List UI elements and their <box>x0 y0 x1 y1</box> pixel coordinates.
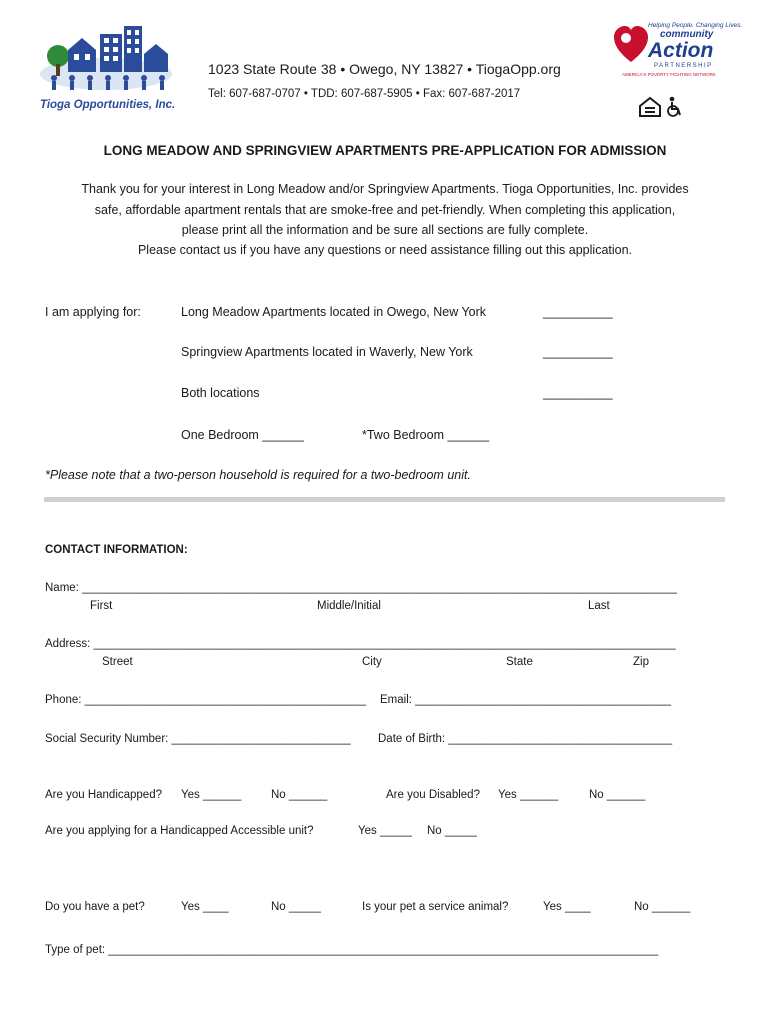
org-name: Tioga Opportunities, Inc. <box>40 99 176 111</box>
intro-line-4: Please contact us if you have any questions or need assistance filling out this application. <box>137 243 633 257</box>
address-zip-label: Zip <box>633 656 649 668</box>
address-street-label: Street <box>102 656 133 668</box>
pet-no[interactable]: No _____ <box>271 901 321 913</box>
cap-action: Action <box>648 39 714 62</box>
ssn-field[interactable]: Social Security Number: ____________________________ <box>45 733 351 745</box>
tioga-logo <box>38 22 178 112</box>
name-field[interactable]: Name: _____________________________________________________________________________________________ <box>45 582 677 594</box>
address-line: 1023 State Route 38 • Owego, NY 13827 • TiogaOpp.org <box>208 61 561 77</box>
applying-label: I am applying for: <box>45 305 141 319</box>
accessible-unit-question: Are you applying for a Handicapped Accessible unit? <box>45 825 314 837</box>
pet-yes[interactable]: Yes ____ <box>181 901 229 913</box>
cap-partnership: PARTNERSHIP <box>654 63 713 69</box>
name-last-label: Last <box>588 600 610 612</box>
name-first-label: First <box>90 600 113 612</box>
wheelchair-accessible-icon <box>664 96 684 118</box>
name-middle-label: Middle/Initial <box>317 600 381 612</box>
disabled-no[interactable]: No ______ <box>589 789 646 801</box>
heart-icon <box>614 26 648 66</box>
community-action-logo <box>614 20 743 82</box>
option-both: Both locations <box>181 386 260 400</box>
address-city-label: City <box>362 656 382 668</box>
cap-tagline: Helping People. Changing Lives. <box>648 22 743 29</box>
intro-line-2: safe, affordable apartment rentals that are smoke-free and pet-friendly. When completing this application, <box>94 203 676 217</box>
two-bedroom-note: *Please note that a two-person household is required for a two-bedroom unit. <box>45 468 471 482</box>
cap-community: community <box>660 29 714 40</box>
option-springview-blank[interactable]: __________ <box>543 345 613 359</box>
disabled-yes[interactable]: Yes ______ <box>498 789 559 801</box>
cap-network: AMERICA'S POVERTY FIGHTING NETWORK <box>622 72 716 77</box>
accessible-unit-no[interactable]: No _____ <box>427 825 477 837</box>
handicapped-yes[interactable]: Yes ______ <box>181 789 242 801</box>
page-title: LONG MEADOW AND SPRINGVIEW APARTMENTS PRE-APPLICATION FOR ADMISSION <box>103 143 667 158</box>
tioga-logo-graphic <box>38 22 178 92</box>
option-both-blank[interactable]: __________ <box>543 386 613 400</box>
service-animal-yes[interactable]: Yes ____ <box>543 901 591 913</box>
option-springview: Springview Apartments located in Waverly, New York <box>181 345 473 359</box>
accessible-unit-yes[interactable]: Yes _____ <box>358 825 412 837</box>
handicapped-no[interactable]: No ______ <box>271 789 328 801</box>
dob-field[interactable]: Date of Birth: ___________________________________ <box>378 733 673 745</box>
service-animal-question: Is your pet a service animal? <box>362 901 509 913</box>
handicapped-question: Are you Handicapped? <box>45 789 162 801</box>
address-state-label: State <box>506 656 533 668</box>
contact-heading: CONTACT INFORMATION: <box>45 544 188 556</box>
email-field[interactable]: Email: ________________________________________ <box>380 694 671 706</box>
one-bedroom-field[interactable]: One Bedroom ______ <box>181 428 305 442</box>
pet-type-field[interactable]: Type of pet: ______________________________________________________________________________________ <box>45 944 659 956</box>
service-animal-no[interactable]: No ______ <box>634 901 691 913</box>
equal-housing-icon <box>638 96 662 118</box>
option-long-meadow: Long Meadow Apartments located in Owego, New York <box>181 305 487 319</box>
phone-line: Tel: 607-687-0707 • TDD: 607-687-5905 • Fax: 607-687-2017 <box>208 88 521 100</box>
intro-line-3: please print all the information and be sure all sections are fully complete. <box>181 223 589 237</box>
section-divider <box>44 497 725 502</box>
phone-field[interactable]: Phone: ____________________________________________ <box>45 694 367 706</box>
pet-question: Do you have a pet? <box>45 901 145 913</box>
disabled-question: Are you Disabled? <box>386 789 480 801</box>
option-long-meadow-blank[interactable]: __________ <box>543 305 613 319</box>
intro-line-1: Thank you for your interest in Long Meadow and/or Springview Apartments. Tioga Opportunities, Inc. provides <box>81 182 689 196</box>
address-field[interactable]: Address: ___________________________________________________________________________________________ <box>45 638 676 650</box>
two-bedroom-field[interactable]: *Two Bedroom ______ <box>362 428 490 442</box>
